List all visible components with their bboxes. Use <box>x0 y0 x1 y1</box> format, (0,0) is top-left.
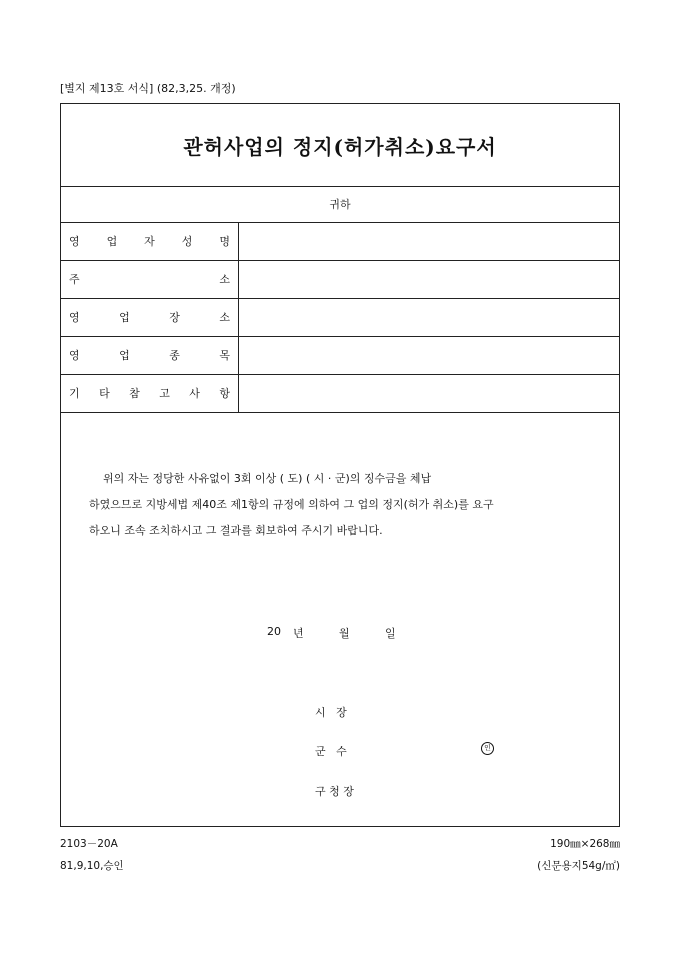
label-char: 영 <box>69 311 80 324</box>
field-label-business-place <box>61 298 239 336</box>
field-value-other-remarks[interactable] <box>239 374 619 412</box>
label-char: 항 <box>219 387 230 400</box>
field-label-other-remarks <box>61 374 239 412</box>
footer-form-code: 2103－20A <box>60 838 118 850</box>
body-line-1: 위의 자는 정당한 사유없이 3회 이상 ( 도) ( 시 · 군)의 징수금을 체납 <box>103 472 432 485</box>
signatory-county-head: 군 수 <box>315 745 347 758</box>
date-month: 월 <box>339 627 350 640</box>
label-char: 업 <box>106 235 118 248</box>
label-char: 고 <box>159 387 170 400</box>
footer-paper-size: 190㎜×268㎜ <box>550 838 620 850</box>
label-char: 소 <box>219 311 230 324</box>
field-value-business-owner-name[interactable] <box>239 222 619 260</box>
body-line-2: 하였으므로 지방세법 제40조 제1항의 규정에 의하여 그 업의 정지(허가 취소)를 요구 <box>89 498 494 511</box>
footer-approval-date: 81,9,10,승인 <box>60 860 124 872</box>
label-char: 기 <box>69 387 80 400</box>
title-row <box>61 104 619 187</box>
field-value-address[interactable] <box>239 260 619 298</box>
addressee-label: 귀하 <box>329 198 351 211</box>
date-line <box>267 625 396 641</box>
label-char: 종 <box>169 349 180 362</box>
field-row-business-owner-name <box>61 222 619 261</box>
signatory-district-head: 구 청 장 <box>315 785 354 798</box>
date-year-prefix: 20 <box>267 625 281 638</box>
field-row-other-remarks <box>61 374 619 413</box>
form-title: 관허사업의 정지(허가취소)요구서 <box>183 134 497 159</box>
label-char: 업 <box>119 311 130 324</box>
request-form <box>60 103 620 827</box>
form-reference-note: [별지 제13호 서식] (82,3,25. 개정) <box>60 82 236 95</box>
field-row-business-place <box>61 298 619 337</box>
seal-mark: 인 <box>481 742 494 755</box>
label-char: 자 <box>144 235 155 248</box>
label-char: 영 <box>69 349 80 362</box>
label-char: 업 <box>119 349 130 362</box>
addressee-row <box>61 186 619 223</box>
label-char: 목 <box>219 349 230 362</box>
label-char: 사 <box>189 387 200 400</box>
field-value-business-place[interactable] <box>239 298 619 336</box>
body-line-3: 하오니 조속 조치하시고 그 결과를 회보하여 주시기 바랍니다. <box>89 524 383 537</box>
label-char: 참 <box>129 387 140 400</box>
signatory-mayor: 시 장 <box>315 706 347 719</box>
label-char: 성 <box>181 235 193 248</box>
date-year: 년 <box>293 627 304 640</box>
date-day: 일 <box>385 627 396 640</box>
request-body-text <box>89 466 599 544</box>
field-label-address <box>61 260 239 298</box>
label-char: 소 <box>219 273 230 286</box>
field-row-address <box>61 260 619 299</box>
label-char: 주 <box>69 273 80 286</box>
field-value-business-type[interactable] <box>239 336 619 374</box>
label-char: 영 <box>69 235 80 248</box>
label-char: 명 <box>219 235 230 248</box>
field-label-business-owner-name <box>61 222 239 260</box>
label-char: 장 <box>169 311 180 324</box>
label-char: 타 <box>99 387 110 400</box>
field-label-business-type <box>61 336 239 374</box>
footer-paper-type: (신문용지54g/㎡) <box>537 860 620 872</box>
field-row-business-type <box>61 336 619 375</box>
